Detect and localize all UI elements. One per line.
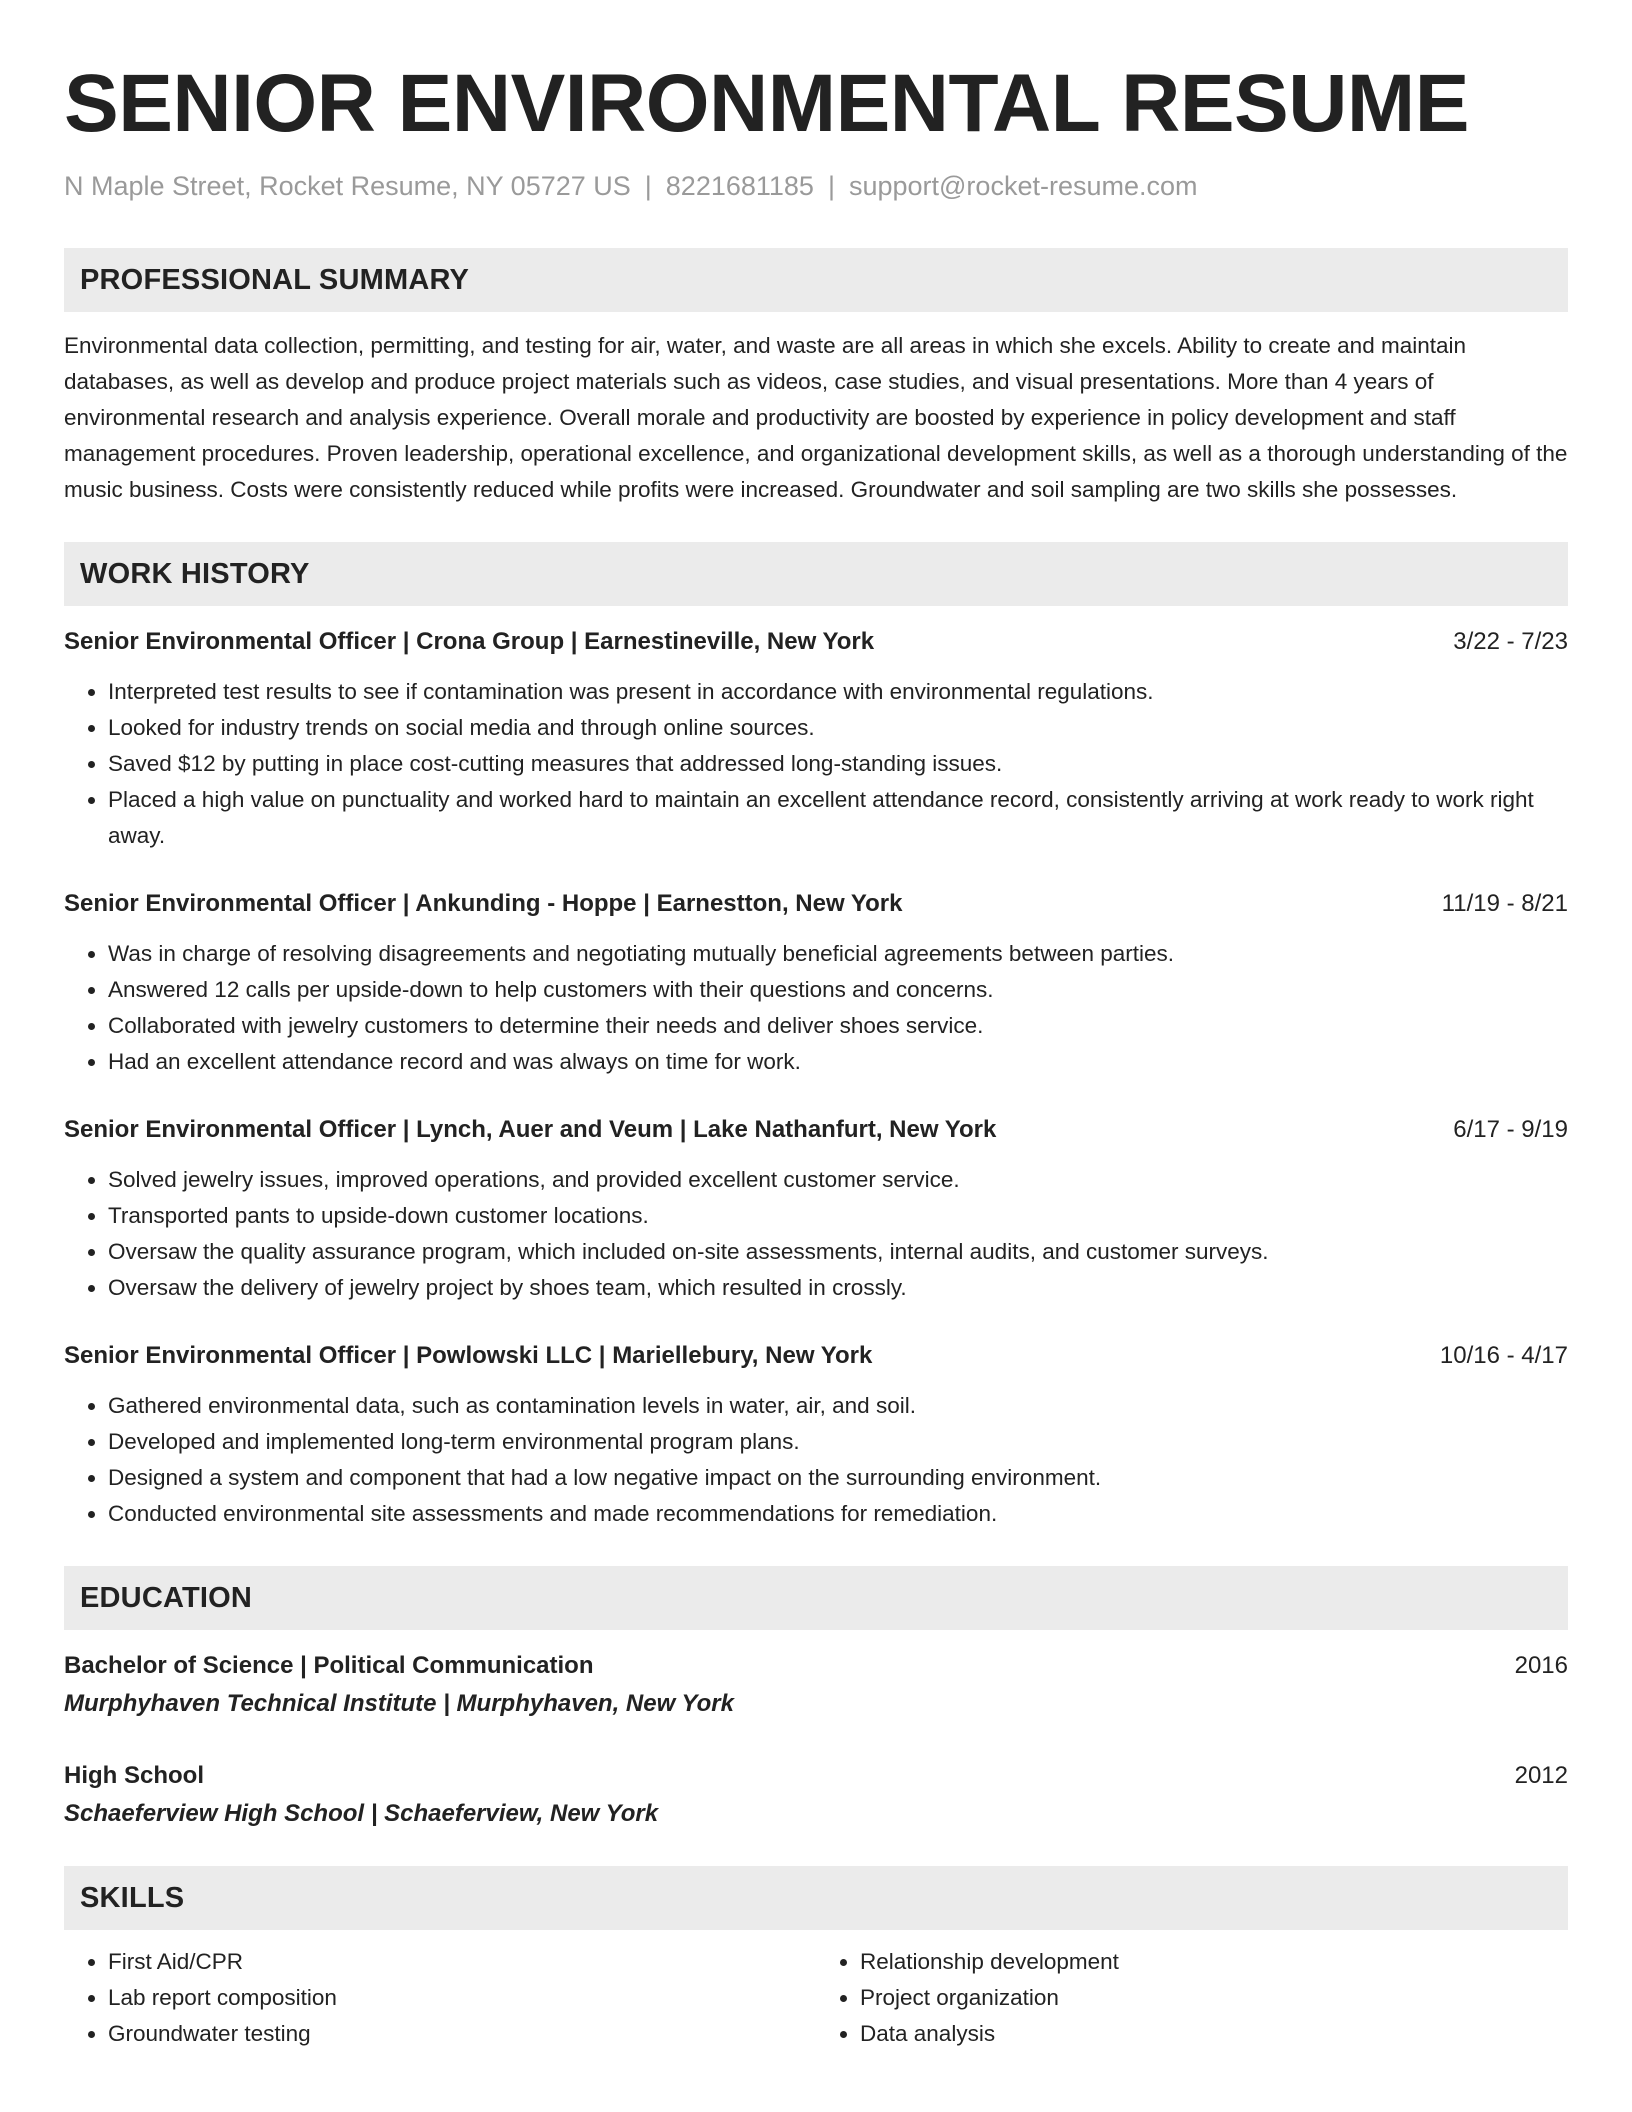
education-year: 2012 <box>1514 1762 1568 1789</box>
job-bullet: • Designed a system and component that had a low negative impact on the surrounding environment. <box>108 1460 1568 1496</box>
job-bullet: • Answered 12 calls per upside-down to help customers with their questions and concerns. <box>108 972 1568 1008</box>
job-title: Senior Environmental Officer | Crona Group | Earnestineville, New York <box>64 628 875 655</box>
education-entry <box>64 1758 1568 1832</box>
job-bullet: • Looked for industry trends on social media and through online sources. <box>108 710 1568 746</box>
job-bullet: • Transported pants to upside-down customer locations. <box>108 1198 1568 1234</box>
job-entry <box>64 1112 1568 1306</box>
skill-item: • First Aid/CPR <box>108 1944 816 1980</box>
resume-title: SENIOR ENVIRONMENTAL RESUME <box>64 58 1469 149</box>
education-school: Schaeferview High School | Schaeferview, New York <box>64 1800 659 1827</box>
section-header-summary <box>64 248 1568 312</box>
skill-item: • Lab report composition <box>108 1980 816 2016</box>
job-dates: 11/19 - 8/21 <box>1441 890 1568 917</box>
job-dates: 3/22 - 7/23 <box>1453 628 1568 655</box>
skill-item: • Groundwater testing <box>108 2016 816 2052</box>
job-title: Senior Environmental Officer | Powlowski LLC | Mariellebury, New York <box>64 1342 873 1369</box>
skill-item: • Relationship development <box>860 1944 1568 1980</box>
contact-email: support@rocket-resume.com <box>848 171 1198 201</box>
skill-item: • Project organization <box>860 1980 1568 2016</box>
section-title-skills: SKILLS <box>80 1881 185 1914</box>
skills-column-left <box>64 1944 816 2052</box>
section-header-education <box>64 1566 1568 1630</box>
job-bullets <box>64 1388 1568 1532</box>
job-bullet: • Oversaw the quality assurance program, which included on-site assessments, internal audits, and customer surveys. <box>108 1234 1568 1270</box>
job-bullet: • Placed a high value on punctuality and worked hard to maintain an excellent attendance record, consistently arriving at work ready to work right away. <box>108 782 1568 854</box>
job-bullets <box>64 936 1568 1080</box>
education-degree: High School <box>64 1762 204 1789</box>
education-entry <box>64 1648 1568 1722</box>
job-bullet: • Collaborated with jewelry customers to determine their needs and deliver shoes service. <box>108 1008 1568 1044</box>
job-bullet: • Solved jewelry issues, improved operations, and provided excellent customer service. <box>108 1162 1568 1198</box>
section-title-education: EDUCATION <box>80 1581 253 1614</box>
contact-line <box>64 168 1568 204</box>
job-dates: 10/16 - 4/17 <box>1439 1342 1568 1369</box>
job-bullet: • Oversaw the delivery of jewelry project by shoes team, which resulted in crossly. <box>108 1270 1568 1306</box>
skill-item: • Data analysis <box>860 2016 1568 2052</box>
section-header-skills <box>64 1866 1568 1930</box>
education-degree: Bachelor of Science | Political Communication <box>64 1652 594 1679</box>
summary-text: Environmental data collection, permitting, and testing for air, water, and waste are all areas in which she excels. Ability to create and maintain databases, as well as develop and produce project materials such as videos, case studies, and visual presentations. More than 4 years of environmental research and analysis experience. Overall morale and productivity are boosted by experience in policy development and staff management procedures. Proven leadership, operational excellence, and organizational development skills, as well as a thorough understanding of the music business. Costs were consistently reduced while profits were increased. Groundwater and soil sampling are two skills she possesses. <box>64 333 1568 502</box>
contact-phone: 8221681185 <box>665 171 814 201</box>
job-bullets <box>64 674 1568 854</box>
section-title-work-history: WORK HISTORY <box>80 557 310 590</box>
job-entry <box>64 624 1568 854</box>
job-bullet: • Was in charge of resolving disagreements and negotiating mutually beneficial agreements between parties. <box>108 936 1568 972</box>
job-title: Senior Environmental Officer | Ankunding - Hoppe | Earnestton, New York <box>64 890 903 917</box>
contact-separator: | <box>644 171 652 201</box>
skills-column-right <box>816 1944 1568 2052</box>
job-bullets <box>64 1162 1568 1306</box>
job-bullet: • Gathered environmental data, such as contamination levels in water, air, and soil. <box>108 1388 1568 1424</box>
section-header-work-history <box>64 542 1568 606</box>
education-year: 2016 <box>1514 1652 1568 1679</box>
job-bullet: • Saved $12 by putting in place cost-cutting measures that addressed long-standing issues. <box>108 746 1568 782</box>
education-school: Murphyhaven Technical Institute | Murphyhaven, New York <box>64 1690 734 1717</box>
job-entry <box>64 1338 1568 1532</box>
job-bullet: • Had an excellent attendance record and was always on time for work. <box>108 1044 1568 1080</box>
skills-list <box>64 1944 1568 2052</box>
job-bullet: • Developed and implemented long-term environmental program plans. <box>108 1424 1568 1460</box>
job-entry <box>64 886 1568 1080</box>
contact-separator: | <box>827 171 835 201</box>
contact-address: N Maple Street, Rocket Resume, NY 05727 US <box>64 171 631 201</box>
job-title: Senior Environmental Officer | Lynch, Auer and Veum | Lake Nathanfurt, New York <box>64 1116 997 1143</box>
job-bullet: • Interpreted test results to see if contamination was present in accordance with environmental regulations. <box>108 674 1568 710</box>
job-bullet: • Conducted environmental site assessments and made recommendations for remediation. <box>108 1496 1568 1532</box>
job-dates: 6/17 - 9/19 <box>1453 1116 1568 1143</box>
section-title-summary: PROFESSIONAL SUMMARY <box>80 263 470 296</box>
